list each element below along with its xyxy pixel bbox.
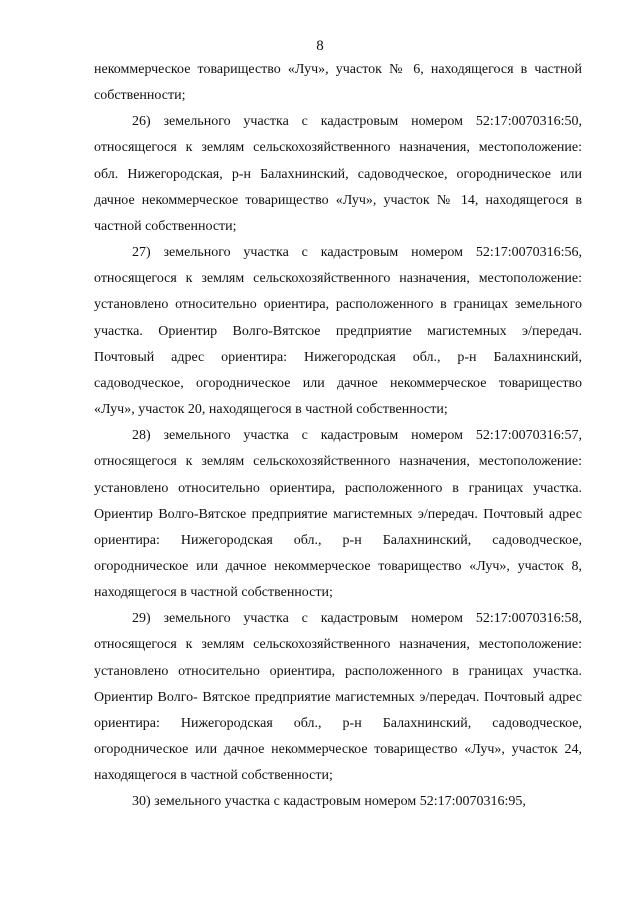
paragraph-item-27: 27) земельного участка с кадастровым номером 52:17:0070316:56, относящегося к землям сельскохозяйственного назначения, местоположение: установлено относительно ориентира, расположенного в границах земельного участка. Ориентир Волго-Вятское предприятие магистемных э/передач. Почтовый адрес ориентира: Нижегородская обл., р-н Балахнинский, садоводческое, огородническое или дачное некоммерческое товарищество «Луч», участок 20, находящегося в частной собственности; [94, 245, 582, 418]
paragraph-item-26: 26) земельного участка с кадастровым номером 52:17:0070316:50, относящегося к землям сельскохозяйственного назначения, местоположение: обл. Нижегородская, р-н Балахнинский, садоводческое, огородническое или дачное некоммерческое товарищество «Луч», участок № 14, находящегося в частной собственности; [94, 114, 582, 234]
document-body [94, 57, 582, 816]
paragraph-item-28: 28) земельного участка с кадастровым номером 52:17:0070316:57, относящегося к землям сельскохозяйственного назначения, местоположение: установлено относительно ориентира, расположенного в границах участка. Ориентир Волго-Вятское предприятие магистемных э/передач. Почтовый адрес ориентира: Нижегородская обл., р-н Балахнинский, садоводческое, огородническое или дачное некоммерческое товарищество «Луч», участок 8, находящегося в частной собственности; [94, 428, 582, 601]
paragraph-item-29: 29) земельного участка с кадастровым номером 52:17:0070316:58, относящегося к землям сельскохозяйственного назначения, местоположение: установлено относительно ориентира, расположенного в границах участка. Ориентир Волго- Вятское предприятие магистемных э/передач. Почтовый адрес ориентира: Нижегородская обл., р-н Балахнинский, садоводческое, огородническое или дачное некоммерческое товарищество «Луч», участок 24, находящегося в частной собственности; [94, 611, 582, 784]
paragraph-item-30: 30) земельного участка с кадастровым номером 52:17:0070316:95, [132, 794, 526, 810]
paragraph-continuation: некоммерческое товарищество «Луч», участок № 6, находящегося в частной собственности; [94, 62, 582, 104]
page-number: 8 [316, 38, 324, 54]
